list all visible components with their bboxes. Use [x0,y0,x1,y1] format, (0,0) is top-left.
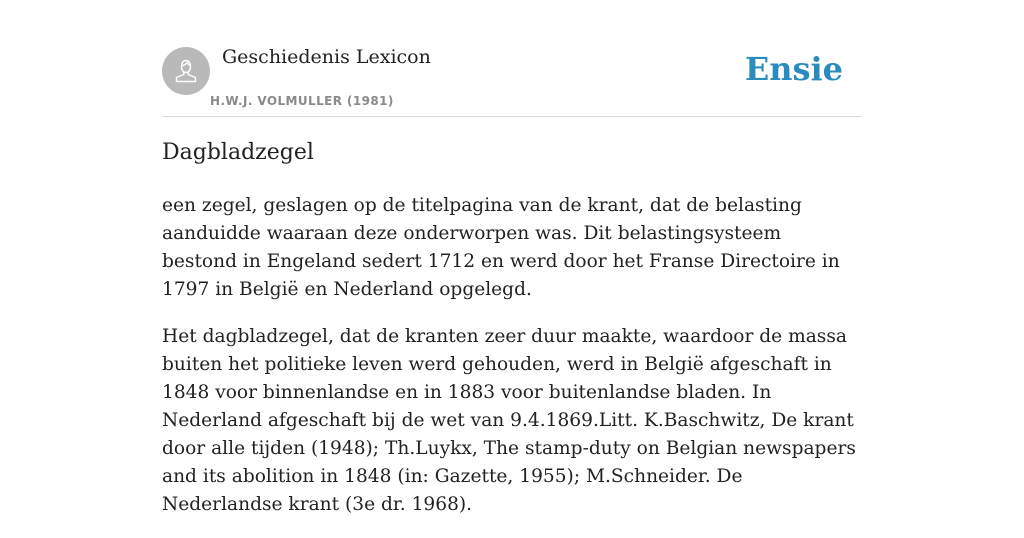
paragraph: een zegel, geslagen op de titelpagina van de krant, dat de belasting aanduidde waaraan deze onderworpen was. Dit belastingsysteem bestond in Engeland sedert 1712 en werd door het Franse Directoire in 1797 in België en Nederland opgelegd. [162,195,840,300]
entry-page [162,0,862,515]
entry-header [162,0,862,117]
avatar[interactable] [162,47,210,95]
brand-logo[interactable]: Ensie [744,50,843,88]
source-title[interactable]: Geschiedenis Lexicon [222,46,431,68]
source-author: H.W.J. VOLMULLER (1981) [210,94,394,108]
page-title: Dagbladzegel [162,140,314,165]
paragraph: Het dagbladzegel, dat de kranten zeer duur maakte, waardoor de massa buiten het politieke leven werd gehouden, werd in België afgeschaft in 1848 voor binnenlandse en in 1883 voor buitenlandse bladen. In Nederland afgeschaft bij de wet van 9.4.1869.Litt. K.Baschwitz, De krant door alle tijden (1948); Th.Luykx, The stamp-duty on Belgian newspapers and its abolition in 1848 (in: Gazette, 1955); M.Schneider. De Nederlandse krant (3e dr. 1968). [162,326,856,515]
entry-body [162,192,862,538]
user-icon [171,56,201,86]
